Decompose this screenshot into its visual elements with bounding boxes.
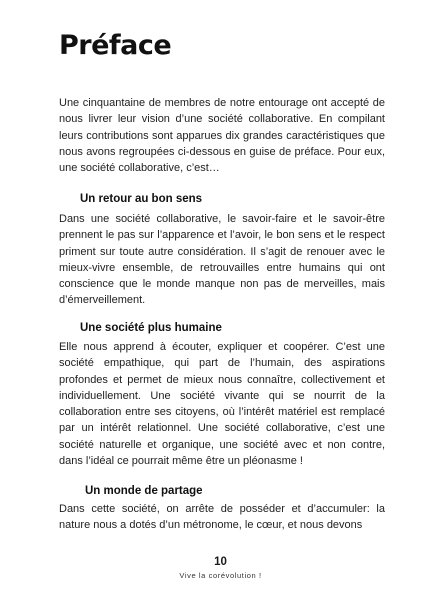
section-heading-partage: Un monde de partage (85, 485, 203, 497)
page-title: Préface (59, 30, 172, 61)
section-heading-bon-sens: Un retour au bon sens (80, 193, 203, 205)
intro-paragraph: Une cinquantaine de membres de notre entourage ont accepté de nous livrer leur vision d’une société collaborative. En compilant leurs contributions sont apparues dix grandes caractéristiques que nous avons regroupées ci-dessous en guise de préface. Pour eux, une société collaborative, c’est… (59, 97, 385, 175)
running-footer: Vive la corévolution ! (179, 571, 262, 580)
section-heading-plus-humaine: Une société plus humaine (80, 322, 222, 334)
section-body-bon-sens: Dans une société collaborative, le savoir-faire et le savoir-être prennent le pas sur l’apparence et l’avoir, le bon sens et le respect priment sur toute autre considération. Il s’agit de renouer avec le mieux-vivre ensemble, de retrouvailles entre humains qui ont conscience que le monde manque non pas de merveilles, mais d’émerveillement. (59, 213, 385, 307)
section-body-partage: Dans cette société, on arrête de posséder et d’accumuler: la nature nous a dotés d’un métronome, le cœur, et nous devons (59, 503, 385, 532)
page-number: 10 (214, 556, 227, 568)
section-body-plus-humaine: Elle nous apprend à écouter, expliquer et coopérer. C’est une société empathique, qui part de l’humain, des aspirations profondes et permet de mieux nous connaître, collectivement et individuellement. Une société vivante qui se nourrit de la collaboration entre ses citoyens, où l’intérêt matériel est remplacé par un intérêt relationnel. Une société collaborative, c’est une société naturelle et organique, une société avec et non contre, dans l’idéal ce pourrait même être un pléonasme ! (59, 341, 385, 468)
